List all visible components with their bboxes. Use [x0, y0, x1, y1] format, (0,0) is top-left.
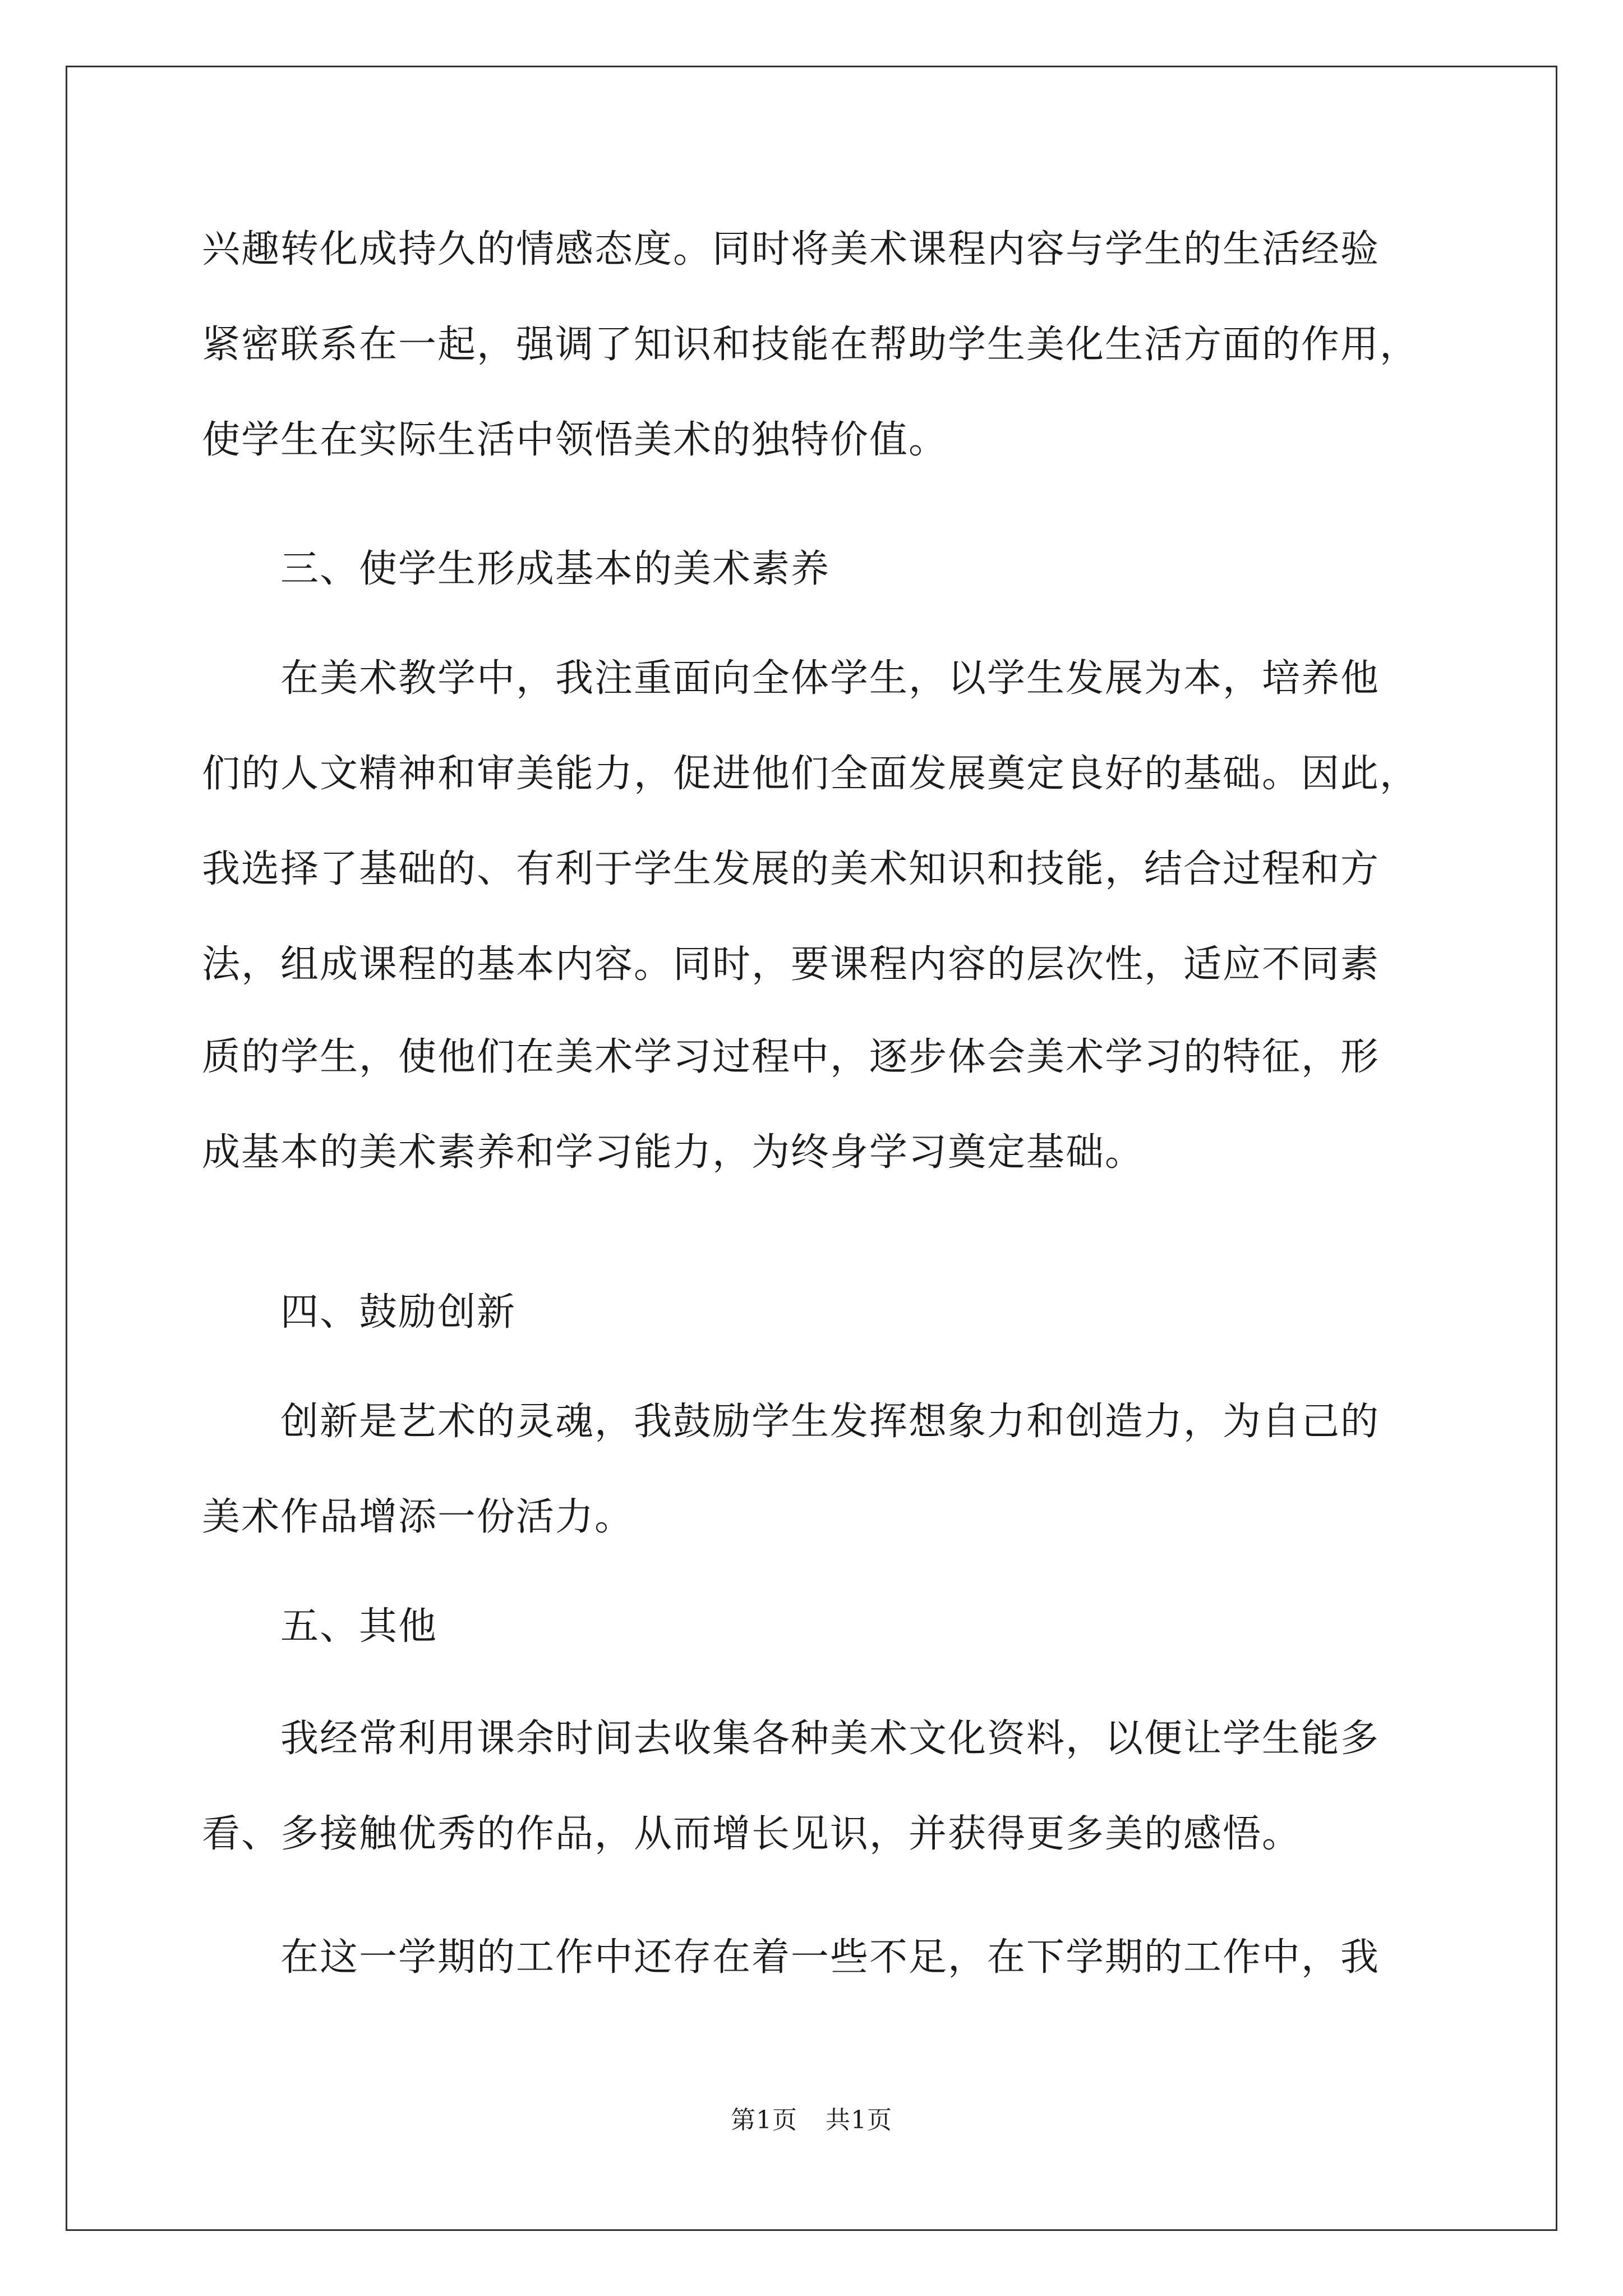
body-text-line: 使学生在实际生活中领悟美术的独特价值。: [202, 418, 948, 462]
body-text-line: 成基本的美术素养和学习能力，为终身学习奠定基础。: [202, 1130, 1145, 1175]
paragraph-first-line: 我经常利用课余时间去收集各种美术文化资料，以便让学生能多: [280, 1717, 1380, 1761]
page-number: 第1页: [731, 2106, 797, 2134]
page-total: 共1页: [826, 2106, 892, 2134]
page-footer: [0, 2105, 1623, 2136]
body-text-line: 兴趣转化成持久的情感态度。同时将美术课程内容与学生的生活经验: [202, 227, 1380, 272]
body-text-line: 紧密联系在一起，强调了知识和技能在帮助学生美化生活方面的作用，: [202, 323, 1419, 367]
body-text-line: 我选择了基础的、有利于学生发展的美术知识和技能，结合过程和方: [202, 847, 1380, 891]
paragraph-first-line: 在美术教学中，我注重面向全体学生，以学生发展为本，培养他: [280, 656, 1380, 701]
body-text-line: 美术作品增添一份活力。: [202, 1495, 634, 1539]
paragraph-first-line: 创新是艺术的灵魂，我鼓励学生发挥想象力和创造力，为自己的: [280, 1400, 1380, 1444]
body-text-line: 质的学生，使他们在美术学习过程中，逐步体会美术学习的特征，形: [202, 1035, 1380, 1079]
body-text-line: 法，组成课程的基本内容。同时，要课程内容的层次性，适应不同素: [202, 942, 1380, 987]
body-text-line: 看、多接触优秀的作品，从而增长见识，并获得更多美的感悟。: [202, 1812, 1302, 1856]
section-heading-3: 三、使学生形成基本的美术素养: [280, 547, 831, 591]
section-heading-4: 四、鼓励创新: [280, 1290, 517, 1335]
body-text-line: 们的人文精神和审美能力，促进他们全面发展奠定良好的基础。因此，: [202, 752, 1419, 796]
section-heading-5: 五、其他: [280, 1604, 438, 1649]
paragraph-first-line: 在这一学期的工作中还存在着一些不足，在下学期的工作中，我: [280, 1935, 1380, 1980]
